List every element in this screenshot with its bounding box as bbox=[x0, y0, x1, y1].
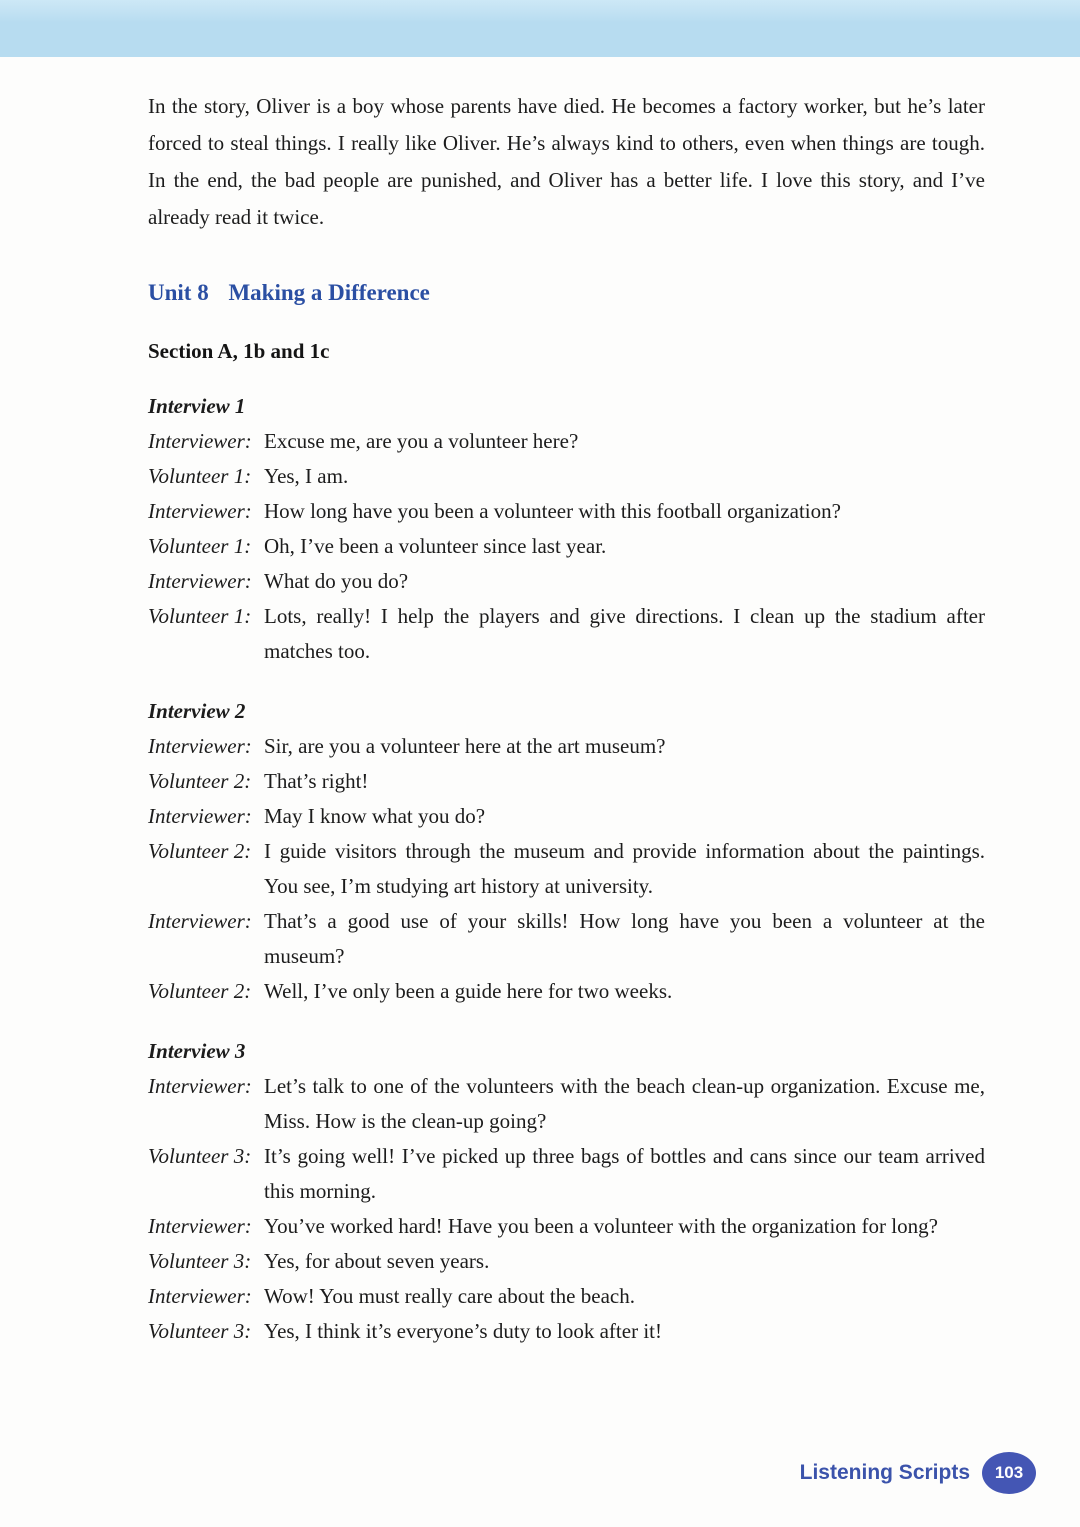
speaker-label: Interviewer: bbox=[148, 909, 252, 933]
speaker-label: Interviewer: bbox=[148, 804, 252, 828]
dialogue-line bbox=[148, 494, 985, 529]
intro-paragraph: In the story, Oliver is a boy whose parents have died. He becomes a factory worker, but he’s later forced to steal things. I really like Oliver. He’s always kind to others, even when things are tough. In the end, the bad people are punished, and Oliver has a better life. I love this story, and I’ve already read it twice. bbox=[148, 94, 985, 229]
dialogue-line bbox=[148, 834, 985, 904]
page-content bbox=[0, 88, 1080, 1349]
speaker-label: Interviewer: bbox=[148, 1284, 252, 1308]
unit-title: Making a Difference bbox=[228, 280, 430, 305]
page-footer bbox=[800, 1452, 1036, 1494]
dialogue-line bbox=[148, 1139, 985, 1209]
speaker-label: Interviewer: bbox=[148, 429, 252, 453]
dialogue-text: What do you do? bbox=[264, 569, 409, 593]
dialogue-line bbox=[148, 974, 985, 1009]
section-heading: Section A, 1b and 1c bbox=[148, 339, 330, 363]
speaker-label: Volunteer 2: bbox=[148, 979, 252, 1003]
dialogue-line bbox=[148, 1244, 985, 1279]
dialogue-line bbox=[148, 564, 985, 599]
dialogue-line bbox=[148, 904, 985, 974]
speaker-label: Interviewer: bbox=[148, 1214, 252, 1238]
speaker-label: Volunteer 3: bbox=[148, 1249, 252, 1273]
dialogue-line bbox=[148, 1069, 985, 1139]
speaker-label: Interviewer: bbox=[148, 734, 252, 758]
unit-number: Unit 8 bbox=[148, 280, 209, 305]
speaker-label: Volunteer 2: bbox=[148, 769, 252, 793]
dialogue-line bbox=[148, 764, 985, 799]
dialogue-text: Oh, I’ve been a volunteer since last year. bbox=[264, 534, 607, 558]
speaker-label: Interviewer: bbox=[148, 1074, 252, 1098]
dialogue-text: May I know what you do? bbox=[264, 804, 486, 828]
speaker-label: Volunteer 1: bbox=[148, 604, 252, 628]
interview-3 bbox=[148, 1034, 985, 1349]
dialogue-text: Yes, for about seven years. bbox=[264, 1249, 490, 1273]
dialogue-line bbox=[148, 1314, 985, 1349]
dialogue-text: How long have you been a volunteer with this football organization? bbox=[264, 499, 841, 523]
speaker-label: Volunteer 3: bbox=[148, 1319, 252, 1343]
dialogue-text: Excuse me, are you a volunteer here? bbox=[264, 429, 579, 453]
interview-1-title: Interview 1 bbox=[148, 394, 246, 418]
dialogue-text: Yes, I think it’s everyone’s duty to look after it! bbox=[264, 1319, 662, 1343]
dialogue-text: It’s going well! I’ve picked up three bags of bottles and cans since our team arrived this morning. bbox=[264, 1144, 985, 1203]
speaker-label: Volunteer 3: bbox=[148, 1144, 252, 1168]
dialogue-line bbox=[148, 1209, 985, 1244]
page-number-badge: 103 bbox=[982, 1452, 1036, 1494]
speaker-label: Interviewer: bbox=[148, 499, 252, 523]
dialogue-line bbox=[148, 729, 985, 764]
interview-2 bbox=[148, 694, 985, 1009]
dialogue-text: Yes, I am. bbox=[264, 464, 349, 488]
interview-2-title: Interview 2 bbox=[148, 699, 246, 723]
interview-1 bbox=[148, 389, 985, 669]
dialogue-text: Sir, are you a volunteer here at the art museum? bbox=[264, 734, 666, 758]
unit-heading bbox=[148, 279, 985, 307]
interview-3-title: Interview 3 bbox=[148, 1039, 246, 1063]
dialogue-line bbox=[148, 529, 985, 564]
dialogue-line bbox=[148, 599, 985, 669]
dialogue-line bbox=[148, 459, 985, 494]
dialogue-text: You’ve worked hard! Have you been a volunteer with the organization for long? bbox=[264, 1214, 938, 1238]
dialogue-text: Well, I’ve only been a guide here for two weeks. bbox=[264, 979, 673, 1003]
dialogue-text: Let’s talk to one of the volunteers with the beach clean-up organization. Excuse me, Miss. How is the clean-up going? bbox=[264, 1074, 985, 1133]
speaker-label: Volunteer 1: bbox=[148, 534, 252, 558]
dialogue-text: That’s a good use of your skills! How long have you been a volunteer at the museum? bbox=[264, 909, 985, 968]
dialogue-text: Lots, really! I help the players and give directions. I clean up the stadium after matches too. bbox=[264, 604, 985, 663]
dialogue-line bbox=[148, 424, 985, 459]
dialogue-text: Wow! You must really care about the beach. bbox=[264, 1284, 635, 1308]
footer-section-label: Listening Scripts bbox=[799, 1461, 970, 1484]
dialogue-text: I guide visitors through the museum and provide information about the paintings. You see, I’m studying art history at university. bbox=[264, 839, 985, 898]
speaker-label: Interviewer: bbox=[148, 569, 252, 593]
dialogue-text: That’s right! bbox=[264, 769, 369, 793]
speaker-label: Volunteer 1: bbox=[148, 464, 252, 488]
page-header-band bbox=[0, 0, 1080, 57]
dialogue-line bbox=[148, 799, 985, 834]
dialogue-line bbox=[148, 1279, 985, 1314]
speaker-label: Volunteer 2: bbox=[148, 839, 252, 863]
